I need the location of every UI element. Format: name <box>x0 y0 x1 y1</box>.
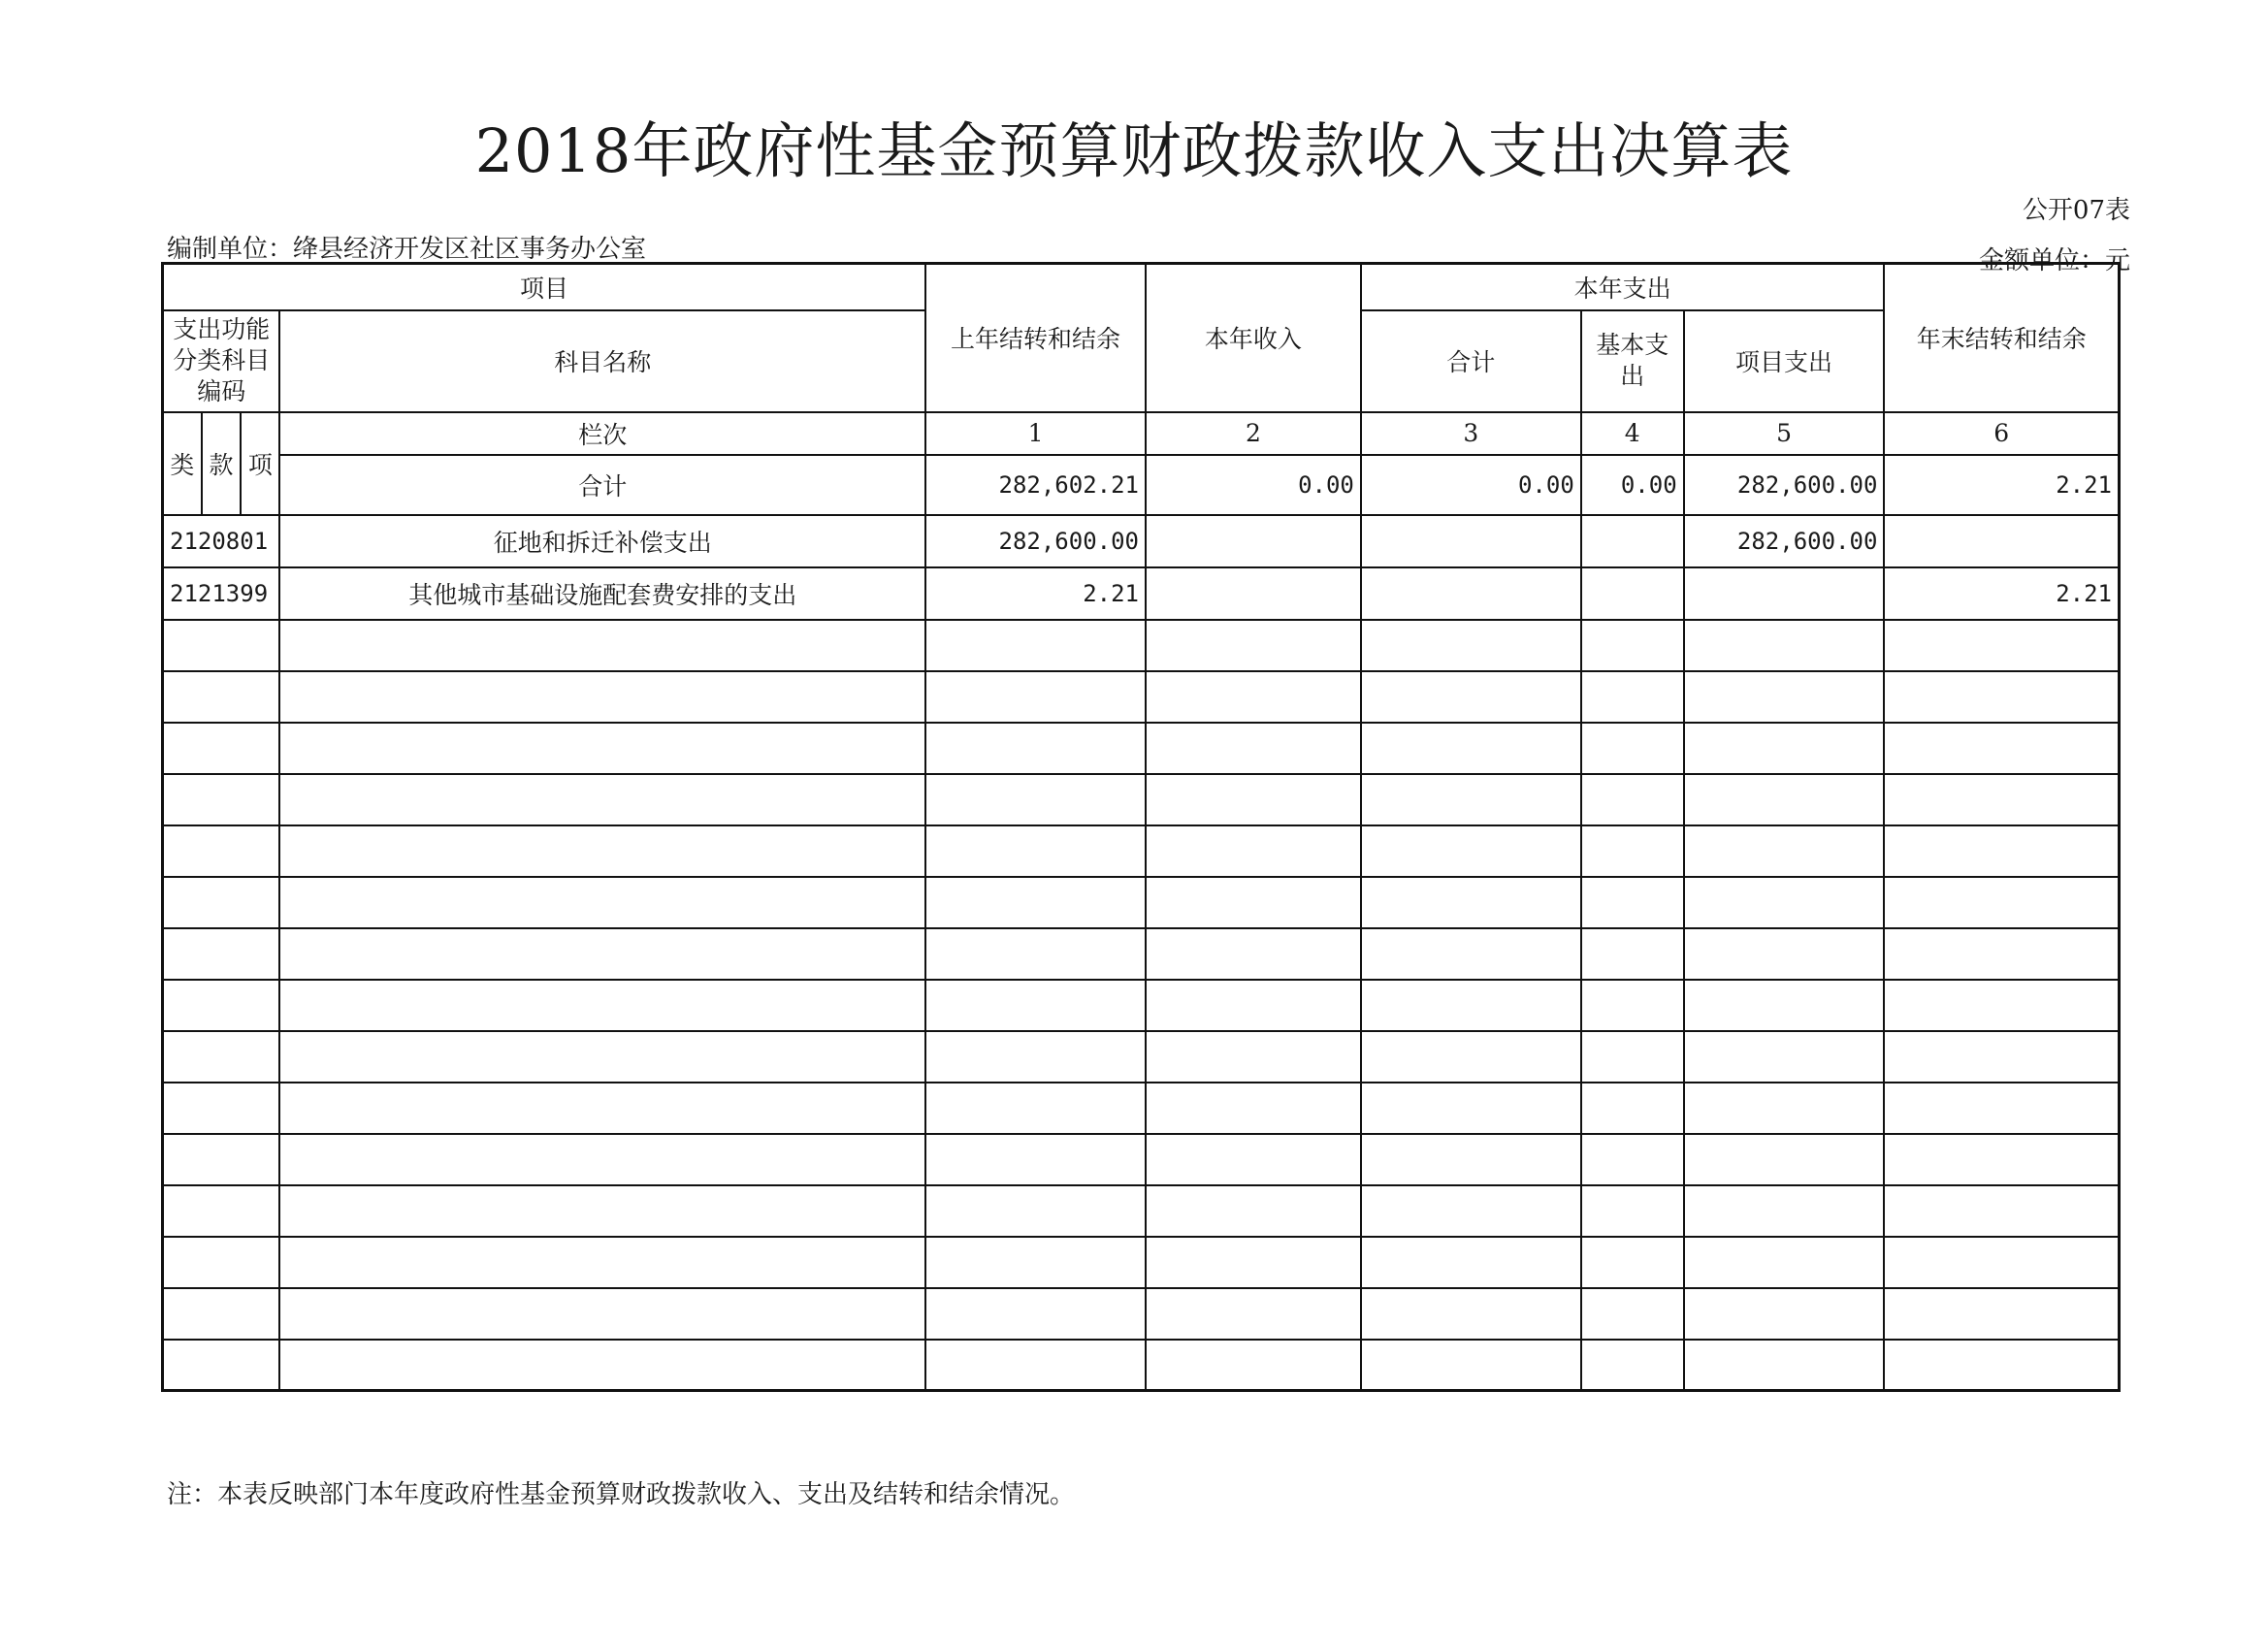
blank-cell <box>1146 1031 1361 1083</box>
header-row-1 <box>163 264 2120 310</box>
blank-cell <box>1361 774 1581 825</box>
row-end-balance: 2.21 <box>1884 567 2119 620</box>
header-exp-project: 项目支出 <box>1684 310 1885 412</box>
row-subject-name: 征地和拆迁补偿支出 <box>279 515 925 567</box>
header-end-balance: 年末结转和结余 <box>1884 264 2119 412</box>
blank-cell <box>1361 877 1581 928</box>
total-label: 合计 <box>279 455 925 515</box>
col-number-3: 3 <box>1361 412 1581 455</box>
row-end-balance <box>1884 515 2119 567</box>
page-title: 2018年政府性基金预算财政拨款收入支出决算表 <box>474 115 1794 186</box>
blank-cell <box>1146 1340 1361 1391</box>
row-prev-balance: 2.21 <box>925 567 1146 620</box>
blank-cell <box>925 774 1146 825</box>
blank-cell <box>1581 1083 1684 1134</box>
blank-cell <box>925 1134 1146 1185</box>
blank-cell <box>1884 1340 2119 1391</box>
blank-cell <box>279 1134 925 1185</box>
row-exp-total <box>1361 567 1581 620</box>
blank-cell <box>1146 825 1361 877</box>
blank-cell <box>1146 723 1361 774</box>
blank-cell <box>1684 980 1885 1031</box>
blank-cell <box>1581 980 1684 1031</box>
blank-cell <box>1581 825 1684 877</box>
blank-cell <box>163 723 280 774</box>
blank-cell <box>1361 671 1581 723</box>
blank-cell <box>925 1340 1146 1391</box>
header-lanci: 栏次 <box>279 412 925 455</box>
blank-cell <box>1684 1288 1885 1340</box>
blank-row <box>163 825 2120 877</box>
blank-cell <box>1684 671 1885 723</box>
col-number-2: 2 <box>1146 412 1361 455</box>
row-subject-name: 其他城市基础设施配套费安排的支出 <box>279 567 925 620</box>
blank-cell <box>1361 723 1581 774</box>
header-exp-total: 合计 <box>1361 310 1581 412</box>
organization-label: 编制单位：绛县经济开发区社区事务办公室 <box>167 235 647 264</box>
blank-cell <box>1884 928 2119 980</box>
blank-cell <box>163 620 280 671</box>
blank-cell <box>1884 1083 2119 1134</box>
blank-cell <box>1581 774 1684 825</box>
blank-cell <box>279 825 925 877</box>
blank-cell <box>1884 774 2119 825</box>
blank-cell <box>1361 1288 1581 1340</box>
blank-row <box>163 1340 2120 1391</box>
blank-cell <box>1361 1083 1581 1134</box>
blank-cell <box>163 1083 280 1134</box>
header-func-code: 支出功能分类科目编码 <box>163 310 280 412</box>
header-subject-name: 科目名称 <box>279 310 925 412</box>
blank-cell <box>1884 980 2119 1031</box>
blank-cell <box>279 1288 925 1340</box>
blank-cell <box>1361 1237 1581 1288</box>
blank-cell <box>1581 671 1684 723</box>
blank-cell <box>1146 671 1361 723</box>
column-number-row <box>163 412 2120 455</box>
blank-row <box>163 1083 2120 1134</box>
blank-cell <box>1684 1134 1885 1185</box>
blank-cell <box>1146 980 1361 1031</box>
row-code: 2121399 <box>163 567 280 620</box>
row-exp-project: 282,600.00 <box>1684 515 1885 567</box>
blank-cell <box>1684 774 1885 825</box>
blank-row <box>163 723 2120 774</box>
row-exp-project <box>1684 567 1885 620</box>
total-exp-total: 0.00 <box>1361 455 1581 515</box>
blank-cell <box>163 877 280 928</box>
blank-cell <box>279 620 925 671</box>
blank-cell <box>163 1237 280 1288</box>
blank-cell <box>163 980 280 1031</box>
blank-cell <box>279 928 925 980</box>
blank-cell <box>925 877 1146 928</box>
blank-cell <box>1581 1288 1684 1340</box>
blank-row <box>163 1288 2120 1340</box>
blank-cell <box>1361 620 1581 671</box>
blank-cell <box>279 1237 925 1288</box>
total-prev-balance: 282,602.21 <box>925 455 1146 515</box>
col-number-1: 1 <box>925 412 1146 455</box>
blank-cell <box>925 980 1146 1031</box>
blank-cell <box>1361 928 1581 980</box>
header-xiang: 项 <box>241 412 279 515</box>
blank-cell <box>279 723 925 774</box>
header-exp-basic: 基本支出 <box>1581 310 1684 412</box>
currency-unit-label: 金额单位：元 <box>1978 246 2130 275</box>
blank-cell <box>1581 620 1684 671</box>
total-income: 0.00 <box>1146 455 1361 515</box>
blank-row <box>163 928 2120 980</box>
blank-cell <box>1146 620 1361 671</box>
blank-cell <box>925 1185 1146 1237</box>
blank-cell <box>163 825 280 877</box>
blank-cell <box>1884 671 2119 723</box>
row-exp-basic <box>1581 567 1684 620</box>
blank-cell <box>1684 1031 1885 1083</box>
blank-cell <box>1581 1031 1684 1083</box>
blank-cell <box>925 723 1146 774</box>
blank-cell <box>1581 877 1684 928</box>
blank-cell <box>1884 1237 2119 1288</box>
blank-cell <box>1361 1340 1581 1391</box>
header-kuan: 款 <box>202 412 241 515</box>
blank-cell <box>1684 620 1885 671</box>
blank-row <box>163 774 2120 825</box>
header-expenditure: 本年支出 <box>1361 264 1885 310</box>
blank-cell <box>925 928 1146 980</box>
blank-cell <box>1581 928 1684 980</box>
header-income: 本年收入 <box>1146 264 1361 412</box>
total-exp-basic: 0.00 <box>1581 455 1684 515</box>
total-end-balance: 2.21 <box>1884 455 2119 515</box>
blank-cell <box>1581 1237 1684 1288</box>
blank-cell <box>1361 1031 1581 1083</box>
blank-cell <box>163 1134 280 1185</box>
blank-cell <box>1684 825 1885 877</box>
table-row <box>163 515 2120 567</box>
blank-cell <box>163 928 280 980</box>
col-number-6: 6 <box>1884 412 2119 455</box>
blank-cell <box>279 1083 925 1134</box>
blank-cell <box>163 774 280 825</box>
blank-cell <box>279 980 925 1031</box>
header-prev-balance: 上年结转和结余 <box>925 264 1146 412</box>
blank-cell <box>1684 1083 1885 1134</box>
blank-cell <box>279 671 925 723</box>
blank-row <box>163 620 2120 671</box>
blank-cell <box>163 1340 280 1391</box>
blank-cell <box>925 1288 1146 1340</box>
blank-cell <box>1684 1340 1885 1391</box>
total-exp-project: 282,600.00 <box>1684 455 1885 515</box>
blank-cell <box>1884 1185 2119 1237</box>
blank-cell <box>279 1185 925 1237</box>
blank-cell <box>1884 877 2119 928</box>
row-income <box>1146 567 1361 620</box>
col-number-5: 5 <box>1684 412 1885 455</box>
blank-cell <box>163 1185 280 1237</box>
header-lei: 类 <box>163 412 202 515</box>
blank-cell <box>1581 1185 1684 1237</box>
blank-cell <box>163 1031 280 1083</box>
row-prev-balance: 282,600.00 <box>925 515 1146 567</box>
blank-cell <box>1884 825 2119 877</box>
blank-cell <box>1361 1185 1581 1237</box>
blank-cell <box>1581 723 1684 774</box>
blank-cell <box>925 1237 1146 1288</box>
blank-cell <box>1146 1237 1361 1288</box>
blank-cell <box>1684 723 1885 774</box>
blank-row <box>163 1031 2120 1083</box>
blank-cell <box>1884 1031 2119 1083</box>
blank-cell <box>1581 1340 1684 1391</box>
row-code: 2120801 <box>163 515 280 567</box>
row-exp-total <box>1361 515 1581 567</box>
blank-row <box>163 1134 2120 1185</box>
blank-cell <box>279 877 925 928</box>
header-item: 项目 <box>163 264 926 310</box>
blank-cell <box>163 1288 280 1340</box>
blank-cell <box>1684 877 1885 928</box>
blank-cell <box>279 1340 925 1391</box>
footnote: 注：本表反映部门本年度政府性基金预算财政拨款收入、支出及结转和结余情况。 <box>167 1480 1076 1509</box>
blank-cell <box>1361 980 1581 1031</box>
blank-cell <box>1884 723 2119 774</box>
blank-cell <box>1884 1288 2119 1340</box>
blank-row <box>163 1185 2120 1237</box>
blank-cell <box>925 1031 1146 1083</box>
blank-cell <box>1884 620 2119 671</box>
blank-cell <box>1581 1134 1684 1185</box>
blank-cell <box>1361 1134 1581 1185</box>
blank-cell <box>1146 928 1361 980</box>
blank-cell <box>163 671 280 723</box>
blank-rows <box>163 620 2120 1391</box>
col-number-4: 4 <box>1581 412 1684 455</box>
blank-cell <box>1884 1134 2119 1185</box>
blank-cell <box>1146 1134 1361 1185</box>
blank-cell <box>1361 825 1581 877</box>
blank-cell <box>1684 928 1885 980</box>
blank-cell <box>279 1031 925 1083</box>
blank-cell <box>925 1083 1146 1134</box>
blank-cell <box>925 671 1146 723</box>
blank-row <box>163 877 2120 928</box>
blank-cell <box>925 825 1146 877</box>
blank-cell <box>1684 1237 1885 1288</box>
blank-cell <box>1684 1185 1885 1237</box>
blank-row <box>163 1237 2120 1288</box>
blank-cell <box>1146 1288 1361 1340</box>
blank-row <box>163 980 2120 1031</box>
table-row <box>163 567 2120 620</box>
blank-cell <box>1146 1185 1361 1237</box>
blank-cell <box>279 774 925 825</box>
row-income <box>1146 515 1361 567</box>
blank-cell <box>1146 1083 1361 1134</box>
total-row <box>163 455 2120 515</box>
blank-cell <box>1146 774 1361 825</box>
form-number: 公开07表 <box>2022 196 2130 225</box>
budget-table <box>161 262 2121 1392</box>
row-exp-basic <box>1581 515 1684 567</box>
blank-row <box>163 671 2120 723</box>
blank-cell <box>1146 877 1361 928</box>
blank-cell <box>925 620 1146 671</box>
